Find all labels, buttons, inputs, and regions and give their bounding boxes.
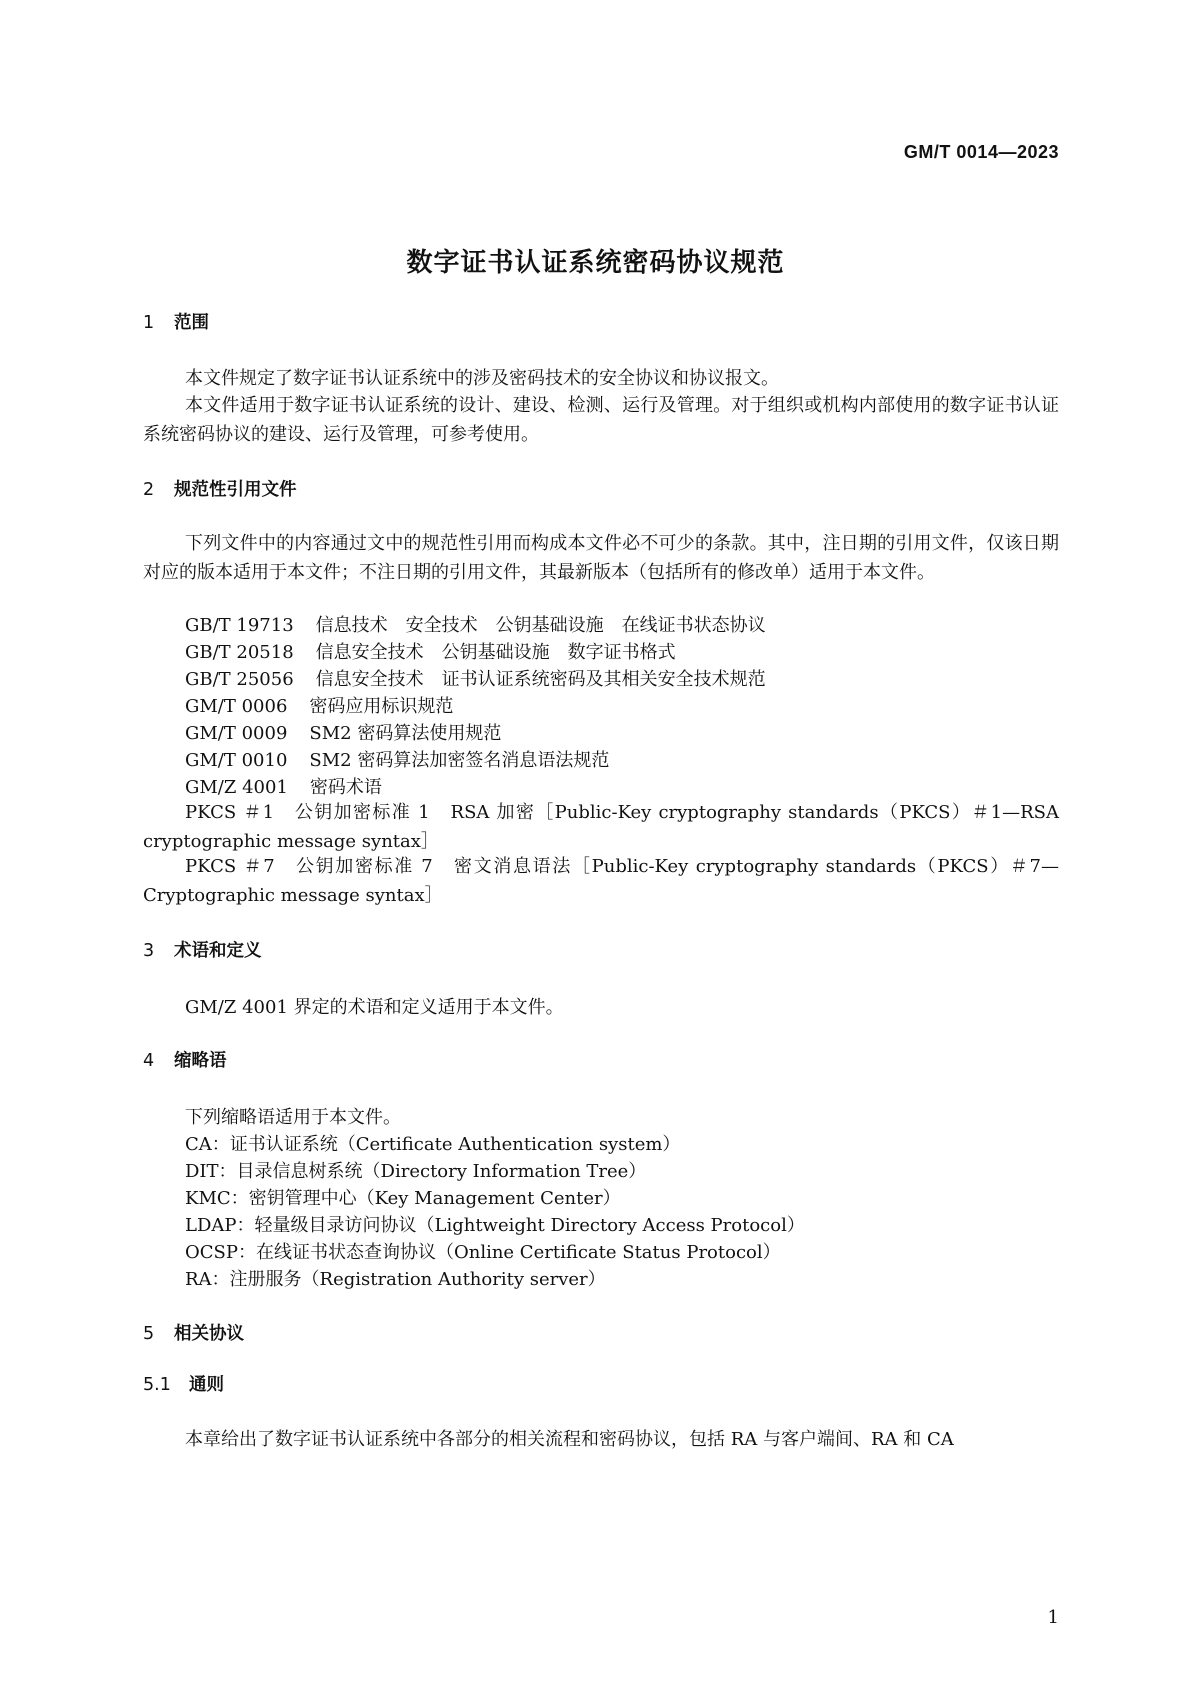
section-3-heading bbox=[143, 937, 262, 962]
reference-code: GB/T 19713 bbox=[185, 615, 294, 636]
section-2-intro: 下列文件中的内容通过文中的规范性引用而构成本文件必不可少的条款。其中，注日期的引用文件，仅该日期对应的版本适用于本文件；不注日期的引用文件，其最新版本（包括所有的修改单）适用于本文件。 bbox=[143, 533, 1059, 583]
section-2-heading bbox=[143, 476, 297, 501]
abbreviation-item: DIT：目录信息树系统（Directory Information Tree） bbox=[185, 1161, 647, 1182]
reference-item: GB/T 20518 信息安全技术 公钥基础设施 数字证书格式 bbox=[185, 642, 676, 663]
reference-item: GM/Z 4001 密码术语 bbox=[185, 777, 382, 798]
abbreviation-item: RA：注册服务（Registration Authority server） bbox=[185, 1269, 606, 1290]
section-5-heading bbox=[143, 1320, 244, 1345]
reference-code: GB/T 25056 bbox=[185, 669, 294, 690]
section-title: 缩略语 bbox=[174, 1051, 227, 1071]
document-code: GM/T 0014—2023 bbox=[903, 142, 1059, 162]
section-number: 2 bbox=[143, 480, 155, 500]
section-3-paragraph: GM/Z 4001 界定的术语和定义适用于本文件。 bbox=[185, 997, 564, 1018]
reference-item: GM/T 0010 SM2 密码算法加密签名消息语法规范 bbox=[185, 750, 610, 771]
abbreviation-item: LDAP：轻量级目录访问协议（Lightweight Directory Access Protocol） bbox=[185, 1215, 805, 1236]
abbreviation-item: CA：证书认证系统（Certificate Authentication system） bbox=[185, 1134, 681, 1155]
reference-item: GB/T 25056 信息安全技术 证书认证系统密码及其相关安全技术规范 bbox=[185, 669, 766, 690]
subsection-5-1-paragraph: 本章给出了数字证书认证系统中各部分的相关流程和密码协议，包括 RA 与客户端间、RA 和 CA bbox=[185, 1429, 954, 1450]
subsection-title: 通则 bbox=[189, 1375, 224, 1395]
section-number: 3 bbox=[143, 941, 155, 961]
subsection-number: 5.1 bbox=[143, 1375, 171, 1395]
section-number: 4 bbox=[143, 1051, 155, 1071]
reference-code: GM/Z 4001 bbox=[185, 777, 288, 798]
reference-item-pkcs7: PKCS ＃7 公钥加密标准 7 密文消息语法［Public-Key cryptography standards（PKCS）＃7—Cryptographic message syntax］ bbox=[143, 856, 1059, 906]
section-title: 范围 bbox=[174, 313, 209, 333]
reference-code: GM/T 0010 bbox=[185, 750, 288, 771]
section-4-heading bbox=[143, 1047, 227, 1072]
reference-code: GB/T 20518 bbox=[185, 642, 294, 663]
document-title: 数字证书认证系统密码协议规范 bbox=[406, 248, 785, 278]
section-number: 5 bbox=[143, 1324, 155, 1344]
reference-item: GM/T 0009 SM2 密码算法使用规范 bbox=[185, 723, 502, 744]
section-title: 相关协议 bbox=[174, 1324, 244, 1344]
reference-item: GB/T 19713 信息技术 安全技术 公钥基础设施 在线证书状态协议 bbox=[185, 615, 766, 636]
abbreviation-item: OCSP：在线证书状态查询协议（Online Certificate Status Protocol） bbox=[185, 1242, 781, 1263]
reference-item: GM/T 0006 密码应用标识规范 bbox=[185, 696, 454, 717]
reference-code: GM/T 0006 bbox=[185, 696, 288, 717]
subsection-5-1-heading bbox=[143, 1371, 224, 1396]
reference-code: GM/T 0009 bbox=[185, 723, 288, 744]
abbreviation-item: KMC：密钥管理中心（Key Management Center） bbox=[185, 1188, 621, 1209]
section-title: 规范性引用文件 bbox=[174, 480, 297, 500]
reference-item-pkcs1: PKCS ＃1 公钥加密标准 1 RSA 加密［Public-Key cryptography standards（PKCS）＃1—RSA cryptographic message syntax］ bbox=[143, 802, 1059, 852]
section-1-paragraph-1: 本文件规定了数字证书认证系统中的涉及密码技术的安全协议和协议报文。 bbox=[185, 368, 779, 389]
section-4-intro: 下列缩略语适用于本文件。 bbox=[185, 1107, 401, 1128]
page-number: 1 bbox=[1047, 1607, 1059, 1628]
section-title: 术语和定义 bbox=[174, 941, 262, 961]
section-1-heading bbox=[143, 309, 209, 334]
section-number: 1 bbox=[143, 313, 155, 333]
section-1-paragraph-2: 本文件适用于数字证书认证系统的设计、建设、检测、运行及管理。对于组织或机构内部使用的数字证书认证系统密码协议的建设、运行及管理，可参考使用。 bbox=[143, 395, 1059, 445]
